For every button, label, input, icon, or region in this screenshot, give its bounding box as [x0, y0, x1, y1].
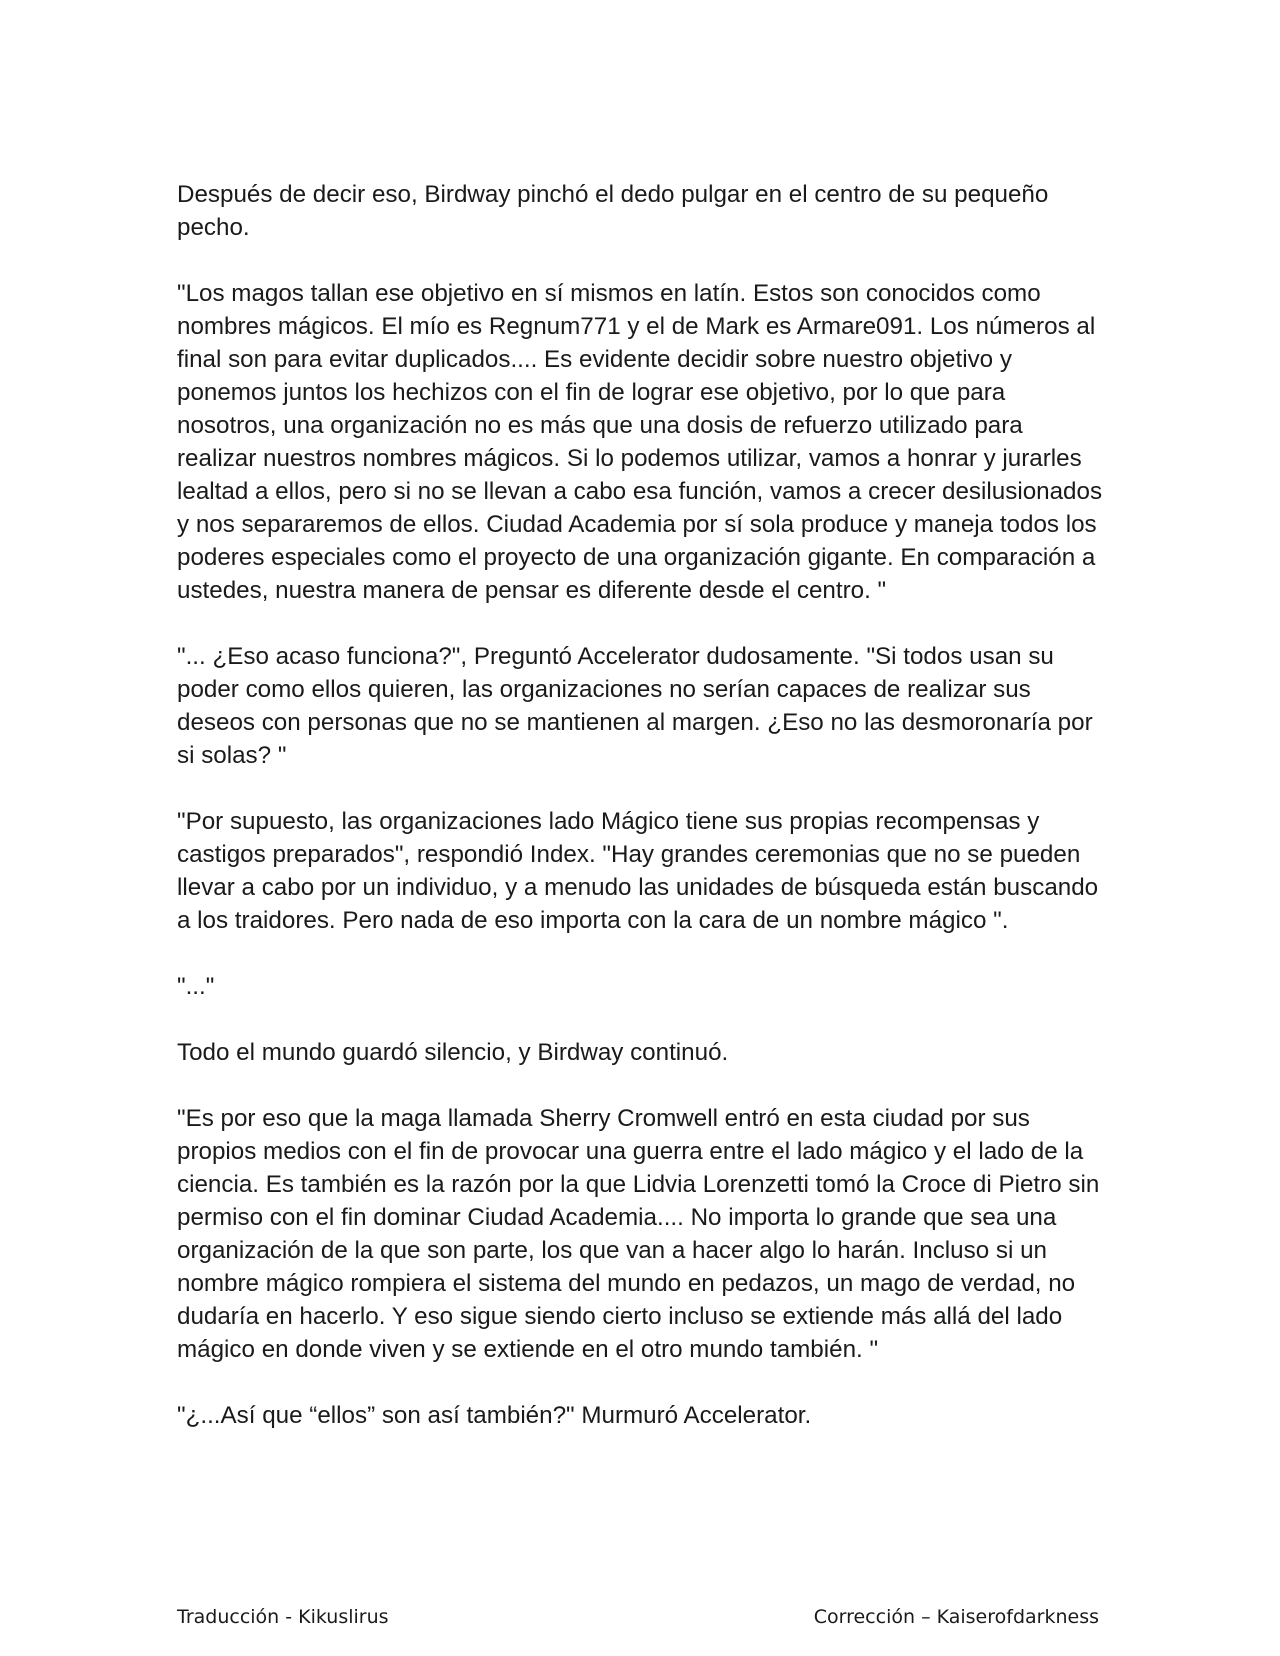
- footer-editor: Corrección – Kaiserofdarkness: [813, 1606, 1099, 1628]
- paragraph-8: "¿...Así que “ellos” son así también?" Murmuró Accelerator.: [177, 1402, 812, 1429]
- paragraph-7: "Es por eso que la maga llamada Sherry Cromwell entró en esta ciudad por sus propios medios con el fin de provocar una guerra entre el lado mágico y el lado de la ciencia. Es también es la razón por la que Lidvia Lorenzetti tomó la Croce di Pietro sin permiso con el fin dominar Ciudad Academia.... No importa lo grande que sea una organización de la que son parte, los que van a hacer algo lo harán. Incluso si un nombre mágico rompiera el sistema del mundo en pedazos, un mago de verdad, no dudaría en hacerlo. Y eso sigue siendo cierto incluso se extiende más allá del lado mágico en donde viven y se extiende en el otro mundo también. ": [177, 1105, 1100, 1363]
- paragraph-6: Todo el mundo guardó silencio, y Birdway continuó.: [177, 1039, 729, 1066]
- paragraph-3: "... ¿Eso acaso funciona?", Preguntó Accelerator dudosamente. "Si todos usan su poder como ellos quieren, las organizaciones no serían capaces de realizar sus deseos con personas que no se mantienen al margen. ¿Eso no las desmoronaría por si solas? ": [177, 643, 1093, 769]
- paragraph-1: Después de decir eso, Birdway pinchó el dedo pulgar en el centro de su pequeño pecho.: [177, 181, 1049, 241]
- body-text: [177, 178, 1107, 1465]
- paragraph-4: "Por supuesto, las organizaciones lado Mágico tiene sus propias recompensas y castigos preparados", respondió Index. "Hay grandes ceremonias que no se pueden llevar a cabo por un individuo, y a menudo las unidades de búsqueda están buscando a los traidores. Pero nada de eso importa con la cara de un nombre mágico ".: [177, 808, 1099, 934]
- paragraph-5: "...": [177, 973, 215, 1000]
- paragraph-2: "Los magos tallan ese objetivo en sí mismos en latín. Estos son conocidos como nombres mágicos. El mío es Regnum771 y el de Mark es Armare091. Los números al final son para evitar duplicados.... Es evidente decidir sobre nuestro objetivo y ponemos juntos los hechizos con el fin de lograr ese objetivo, por lo que para nosotros, una organización no es más que una dosis de refuerzo utilizado para realizar nuestros nombres mágicos. Si lo podemos utilizar, vamos a honrar y jurarles lealtad a ellos, pero si no se llevan a cabo esa función, vamos a crecer desilusionados y nos separaremos de ellos. Ciudad Academia por sí sola produce y maneja todos los poderes especiales como el proyecto de una organización gigante. En comparación a ustedes, nuestra manera de pensar es diferente desde el centro. ": [177, 280, 1103, 604]
- footer-translator: Traducción - Kikuslirus: [177, 1606, 389, 1628]
